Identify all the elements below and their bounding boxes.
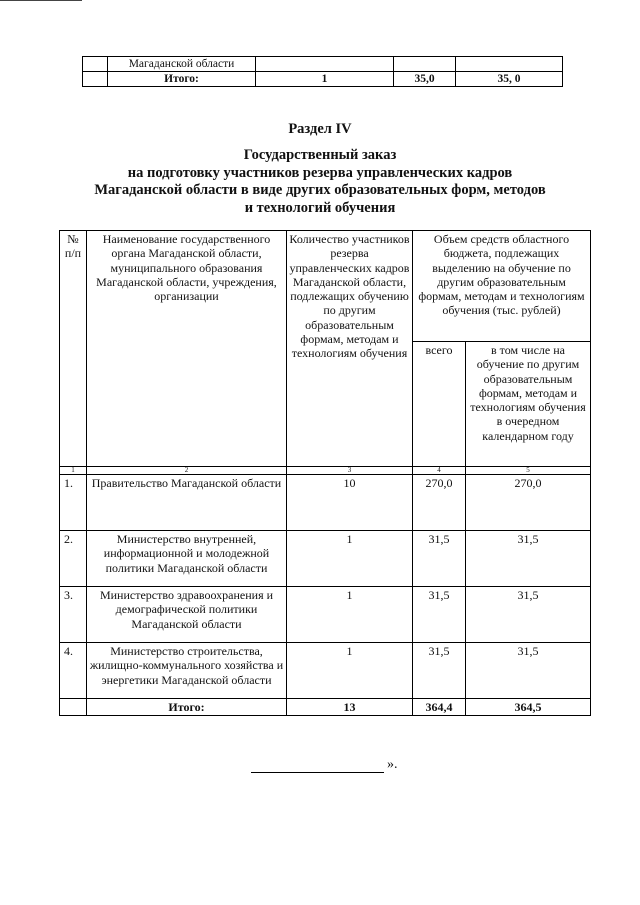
row-total: 270,0 — [413, 475, 466, 531]
row-total: 31,5 — [413, 643, 466, 699]
total-row — [83, 72, 563, 87]
page-edge-line — [0, 0, 82, 1]
order-title-line: Магаданской области в виде других образовательных форм, методов — [94, 182, 546, 198]
column-number: 1 — [60, 467, 87, 475]
row-num: 4. — [60, 643, 87, 699]
row-num: 2. — [60, 531, 87, 587]
header-current-year: в том числе на обучение по другим образовательным формам, методам и технологиям обучения в очередном календарном году — [466, 342, 591, 467]
total-count: 13 — [287, 699, 413, 716]
column-number: 4 — [413, 467, 466, 475]
order-title-line: Государственный заказ — [243, 147, 397, 163]
section-title: Раздел IV — [288, 121, 352, 137]
row-current: 31,5 — [466, 531, 591, 587]
header-total: всего — [413, 342, 466, 467]
column-number: 3 — [287, 467, 413, 475]
row-current: 31,5 — [466, 643, 591, 699]
table-row — [60, 531, 591, 587]
state-order-table — [59, 230, 591, 716]
row-total: 31,5 — [413, 531, 466, 587]
header-funds: Объем средств областного бюджета, подлежащих выделению на обучение по другим образовательным формам, методам и технологиям обучения (тыс. рублей) — [413, 231, 591, 342]
order-title-line: и технологий обучения — [244, 199, 396, 216]
header-name: Наименование государственного органа Магаданской области, муниципального образования Магаданской области, учреждения, организации — [87, 231, 287, 467]
total-all: 364,4 — [413, 699, 466, 716]
total-current-year: 364,5 — [466, 699, 591, 716]
total-label: Итого: — [87, 699, 287, 716]
row-current: 31,5 — [466, 587, 591, 643]
row-count: 1 — [287, 587, 413, 643]
column-number-row — [60, 467, 591, 475]
order-title — [0, 147, 640, 217]
org-name-cell: Магаданской области — [108, 57, 256, 72]
closing-mark — [251, 757, 398, 773]
previous-section-table — [82, 56, 563, 87]
column-number: 5 — [466, 467, 591, 475]
row-num: 3. — [60, 587, 87, 643]
header-row — [60, 231, 591, 342]
column-number: 2 — [87, 467, 287, 475]
table-row — [83, 57, 563, 72]
table-row — [60, 475, 591, 531]
row-name: Правительство Магаданской области — [87, 475, 287, 531]
total-count: 1 — [256, 72, 394, 87]
row-name: Министерство здравоохранения и демографической политики Магаданской области — [87, 587, 287, 643]
order-title-line: на подготовку участников резерва управленческих кадров — [127, 164, 513, 181]
total-label: Итого: — [108, 72, 256, 87]
header-num: № п/п — [60, 231, 87, 467]
row-total: 31,5 — [413, 587, 466, 643]
row-current: 270,0 — [466, 475, 591, 531]
total-row — [60, 699, 591, 716]
row-name: Министерство строительства, жилищно-коммунального хозяйства и энергетики Магаданской области — [87, 643, 287, 699]
header-count: Количество участников резерва управленческих кадров Магаданской области, подлежащих обучению по другим образовательным формам, методам и технологиям обучения — [287, 231, 413, 467]
total-current-year: 35, 0 — [456, 72, 563, 87]
total-all: 35,0 — [394, 72, 456, 87]
row-num: 1. — [60, 475, 87, 531]
closing-quote: ». — [387, 757, 398, 772]
table-row — [60, 587, 591, 643]
signature-line — [251, 759, 384, 773]
row-count: 10 — [287, 475, 413, 531]
row-count: 1 — [287, 643, 413, 699]
table-row — [60, 643, 591, 699]
row-count: 1 — [287, 531, 413, 587]
row-name: Министерство внутренней, информационной и молодежной политики Магаданской области — [87, 531, 287, 587]
